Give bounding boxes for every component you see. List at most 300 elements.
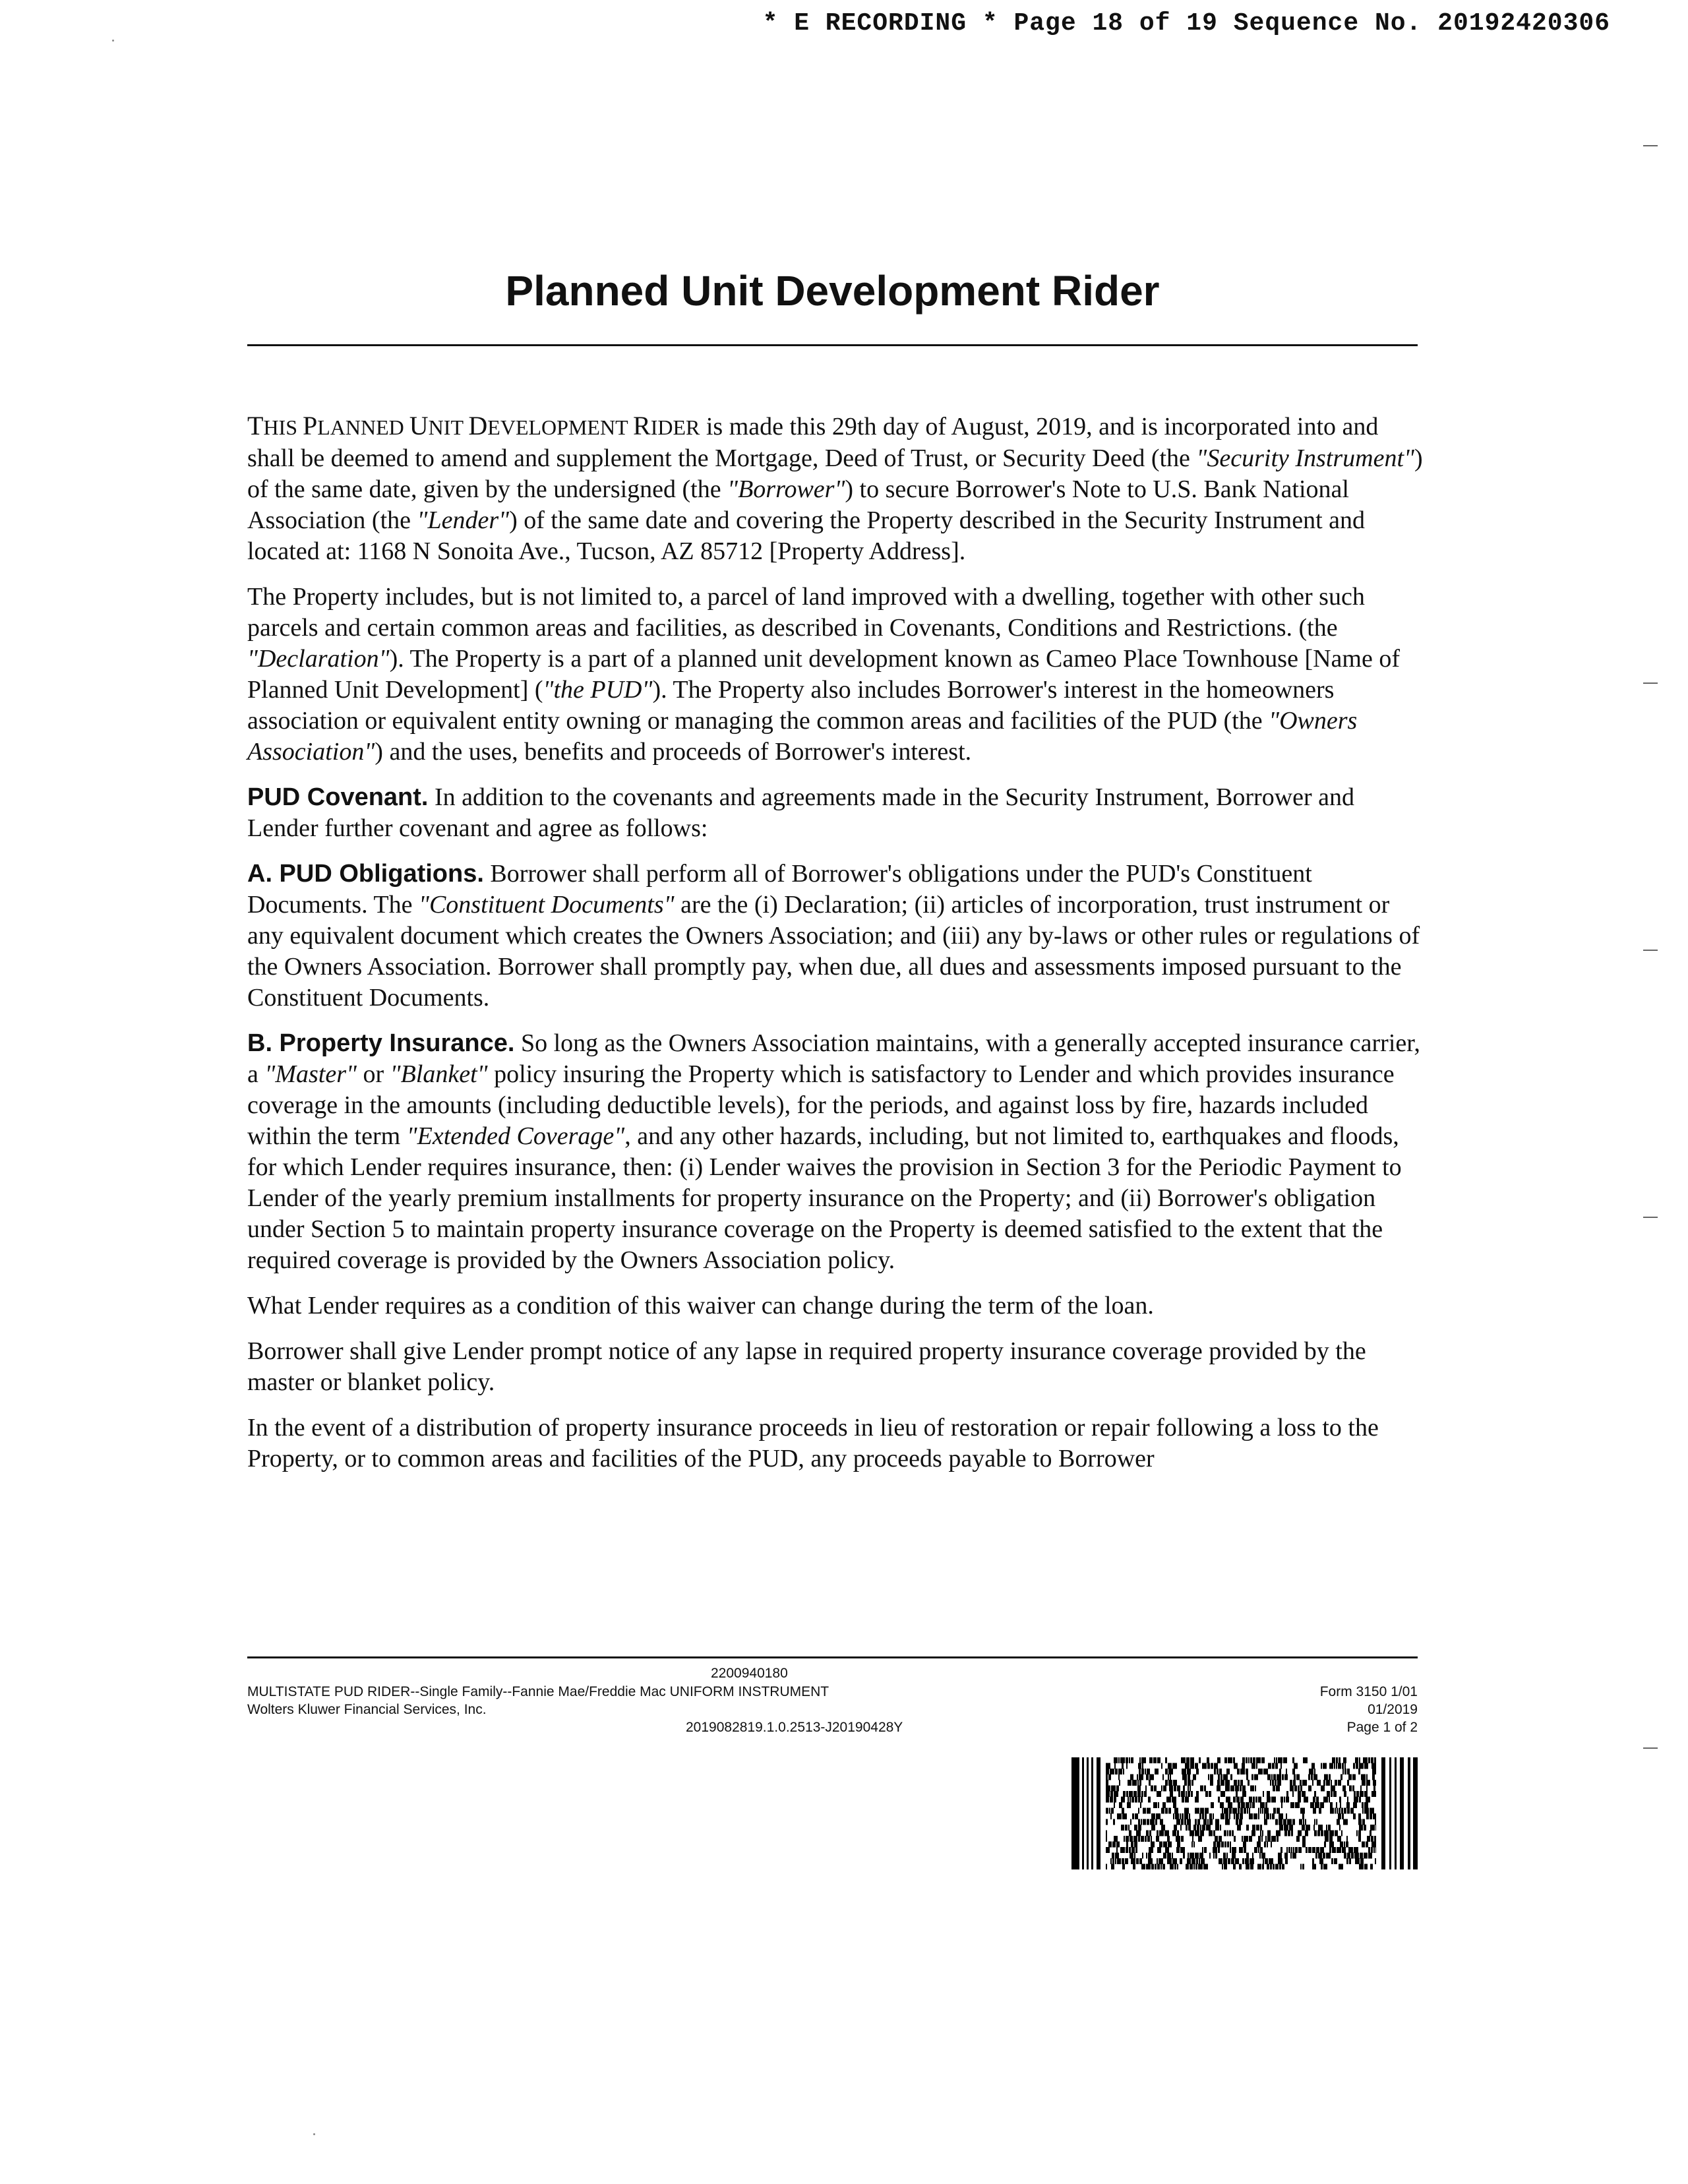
barcode-module — [1185, 1797, 1189, 1803]
barcode-module — [1363, 1757, 1368, 1763]
barcode-module — [1187, 1769, 1191, 1774]
barcode-module — [1344, 1763, 1346, 1769]
barcode-module — [1176, 1847, 1180, 1853]
barcode-module — [1366, 1774, 1368, 1780]
barcode-module — [1189, 1813, 1190, 1819]
barcode-module — [1250, 1858, 1254, 1864]
barcode-module — [1139, 1780, 1141, 1786]
barcode-module — [1130, 1797, 1131, 1803]
barcode-module — [1348, 1847, 1353, 1853]
barcode-module — [1167, 1836, 1170, 1842]
barcode-module — [1248, 1780, 1250, 1786]
barcode-module — [1246, 1825, 1249, 1831]
barcode-module — [1108, 1842, 1112, 1848]
barcode-module — [1373, 1847, 1375, 1853]
barcode-module — [1359, 1763, 1364, 1769]
barcode-module — [1091, 1757, 1093, 1869]
barcode-module — [1306, 1825, 1310, 1831]
barcode-module — [1308, 1774, 1310, 1780]
barcode-module — [1221, 1780, 1224, 1786]
barcode-module — [1277, 1774, 1281, 1780]
barcode-module — [1341, 1808, 1343, 1814]
barcode-module — [1153, 1802, 1157, 1808]
barcode-module — [1335, 1808, 1336, 1814]
barcode-module — [1184, 1819, 1186, 1825]
barcode-module — [1324, 1842, 1326, 1848]
barcode-module — [1370, 1813, 1372, 1819]
barcode-module — [1144, 1791, 1147, 1797]
barcode-module — [1200, 1825, 1201, 1831]
barcode-module — [1311, 1763, 1315, 1769]
barcode-module — [1326, 1780, 1330, 1786]
barcode-module — [1255, 1786, 1256, 1792]
barcode-module — [1124, 1836, 1125, 1842]
barcode-module — [1234, 1836, 1236, 1842]
barcode-module — [1246, 1853, 1249, 1859]
publisher: Wolters Kluwer Financial Services, Inc. — [247, 1702, 487, 1717]
barcode-module — [1319, 1858, 1323, 1864]
barcode-module — [1360, 1853, 1363, 1859]
barcode-module — [1242, 1836, 1243, 1842]
barcode-module — [1225, 1780, 1230, 1786]
barcode-module — [1314, 1769, 1315, 1774]
barcode-module — [1372, 1774, 1375, 1780]
barcode-module — [1116, 1847, 1118, 1853]
barcode-module — [1137, 1791, 1141, 1797]
barcode-module — [1211, 1802, 1214, 1808]
form-name: MULTISTATE PUD RIDER--Single Family--Fannie Mae/Freddie Mac UNIFORM INSTRUMENT — [247, 1684, 829, 1699]
barcode-module — [1148, 1797, 1151, 1803]
barcode-module — [1239, 1819, 1242, 1825]
barcode-module — [1163, 1842, 1167, 1848]
barcode-module — [1147, 1836, 1150, 1842]
barcode-module — [1234, 1780, 1237, 1786]
barcode-module — [1279, 1769, 1281, 1774]
barcode-module — [1256, 1825, 1259, 1831]
barcode-module — [1174, 1864, 1176, 1870]
barcode-module — [1260, 1825, 1262, 1831]
barcode-module — [1214, 1769, 1216, 1774]
barcode-module — [1284, 1831, 1287, 1836]
barcode-module — [1157, 1791, 1161, 1797]
barcode-module — [1274, 1757, 1275, 1763]
barcode-module — [1195, 1853, 1199, 1859]
document-title: Planned Unit Development Rider — [505, 267, 1160, 315]
barcode-module — [1249, 1813, 1253, 1819]
barcode-module — [1262, 1808, 1263, 1814]
barcode-module — [1329, 1797, 1330, 1803]
barcode-module — [1220, 1802, 1224, 1808]
barcode-module — [1368, 1853, 1372, 1859]
barcode-module — [1223, 1858, 1227, 1864]
barcode-module — [1122, 1808, 1124, 1814]
barcode-module — [1161, 1763, 1162, 1769]
barcode-module — [1295, 1847, 1298, 1853]
barcode-module — [1240, 1786, 1242, 1792]
barcode-module — [1261, 1836, 1263, 1842]
barcode-module — [1253, 1797, 1255, 1803]
barcode-module — [1320, 1847, 1324, 1853]
waiver-paragraph: What Lender requires as a condition of this waiver can change during the term of the loan. — [247, 1292, 1154, 1320]
barcode-module — [1205, 1791, 1208, 1797]
intro-paragraph: THIS PLANNED UNIT DEVELOPMENT RIDER is made this 29th day of August, 2019, and is incorporated into and shall be deemed to amend and supplement the Mortgage, Deed of Trust, or Security Deed (the "Security Instrument") of the same date, given by the undersigned (the "Borrower") to secure Borrower's Note to U.S. Bank National Association (the "Lender") of the same date and covering the Property described in the Security Instrument and located at: 1168 N Sonoita Ave., Tucson, AZ 85712 [Property Address]. — [247, 411, 1423, 565]
barcode-module — [1206, 1825, 1211, 1831]
barcode-module — [1097, 1757, 1100, 1869]
barcode-module — [1239, 1864, 1242, 1870]
barcode-module — [1168, 1774, 1169, 1780]
barcode-module — [1112, 1858, 1114, 1864]
barcode-module — [1278, 1853, 1282, 1859]
barcode-module — [1240, 1808, 1243, 1814]
barcode-module — [1183, 1786, 1185, 1792]
barcode-module — [1167, 1858, 1172, 1864]
barcode-module — [1279, 1864, 1281, 1870]
barcode-module — [1267, 1836, 1271, 1842]
barcode-module — [1346, 1858, 1348, 1864]
barcode-module — [1177, 1831, 1179, 1836]
barcode-module — [1260, 1847, 1263, 1853]
barcode-module — [1163, 1786, 1166, 1792]
barcode-module — [1329, 1847, 1331, 1853]
barcode-module — [1224, 1842, 1226, 1848]
barcode-module — [1333, 1791, 1337, 1797]
barcode-module — [1300, 1808, 1305, 1814]
barcode-module — [1321, 1786, 1325, 1792]
barcode-module — [1182, 1813, 1184, 1819]
barcode-module — [1324, 1831, 1329, 1836]
barcode-module — [1368, 1757, 1370, 1763]
barcode-module — [1300, 1780, 1302, 1786]
barcode-module — [1354, 1847, 1358, 1853]
barcode-module — [1359, 1825, 1363, 1831]
barcode-module — [1240, 1813, 1243, 1819]
barcode-module — [1359, 1797, 1361, 1803]
barcode-module — [1173, 1813, 1174, 1819]
barcode-module — [1188, 1774, 1190, 1780]
barcode-module — [1265, 1858, 1268, 1864]
barcode-module — [1162, 1774, 1164, 1780]
barcode-module — [1374, 1757, 1376, 1763]
barcode-module — [1196, 1791, 1199, 1797]
barcode-module — [1243, 1842, 1246, 1848]
barcode-module — [1175, 1813, 1179, 1819]
barcode-module — [1225, 1786, 1230, 1792]
barcode-module — [1329, 1831, 1334, 1836]
barcode-module — [1205, 1808, 1209, 1814]
barcode-module — [1135, 1813, 1138, 1819]
barcode-module — [1233, 1864, 1236, 1870]
barcode-module — [1239, 1847, 1243, 1853]
barcode-module — [1210, 1780, 1213, 1786]
barcode-module — [1163, 1853, 1166, 1859]
barcode-module — [1106, 1774, 1108, 1780]
barcode-module — [1106, 1763, 1110, 1769]
barcode-module — [1370, 1808, 1374, 1814]
barcode-module — [1232, 1847, 1236, 1853]
barcode-module — [1373, 1786, 1375, 1792]
barcode-module — [1125, 1825, 1128, 1831]
barcode-module — [1195, 1808, 1199, 1814]
barcode-module — [1343, 1757, 1346, 1763]
barcode-module — [1146, 1864, 1151, 1870]
barcode-module — [1145, 1786, 1147, 1792]
barcode-module — [1302, 1864, 1304, 1870]
barcode-module — [1273, 1774, 1276, 1780]
title-rule — [247, 344, 1418, 346]
barcode-module — [1190, 1864, 1193, 1870]
barcode-module — [1158, 1802, 1159, 1808]
barcode-module — [1358, 1813, 1361, 1819]
barcode-module — [1366, 1780, 1370, 1786]
barcode-module — [1371, 1757, 1373, 1763]
barcode-module — [1353, 1813, 1356, 1819]
barcode-module — [1161, 1808, 1164, 1814]
barcode-module — [1242, 1791, 1246, 1797]
barcode-module — [1328, 1825, 1331, 1831]
barcode-module — [1367, 1836, 1370, 1842]
barcode-module — [1330, 1802, 1333, 1808]
barcode-module — [1106, 1797, 1109, 1803]
barcode-module — [1309, 1769, 1313, 1774]
barcode-module — [1267, 1831, 1271, 1836]
barcode-module — [1190, 1831, 1194, 1836]
barcode-module — [1132, 1813, 1134, 1819]
section-b-heading: B. Property Insurance. — [247, 1029, 515, 1057]
barcode-module — [1106, 1836, 1107, 1842]
barcode-module — [1364, 1791, 1368, 1797]
barcode-module — [1323, 1780, 1325, 1786]
barcode-module — [1298, 1797, 1301, 1803]
barcode-module — [1127, 1802, 1131, 1808]
barcode-module — [1130, 1819, 1131, 1825]
barcode-module — [1323, 1797, 1328, 1803]
barcode-module — [1346, 1836, 1348, 1842]
barcode-module — [1195, 1763, 1198, 1769]
barcode-module — [1200, 1808, 1204, 1814]
barcode-module — [1321, 1831, 1323, 1836]
barcode-module — [1323, 1853, 1325, 1859]
barcode-module — [1368, 1847, 1370, 1853]
barcode-module — [1162, 1864, 1165, 1870]
barcode-module — [1272, 1813, 1275, 1819]
barcode-module — [1183, 1853, 1185, 1859]
barcode-module — [1215, 1825, 1219, 1831]
barcode-module — [1218, 1847, 1220, 1853]
barcode-module — [1257, 1842, 1261, 1848]
barcode-module — [1188, 1853, 1189, 1859]
barcode-module — [1137, 1780, 1139, 1786]
barcode-module — [1283, 1819, 1286, 1825]
barcode-module — [1139, 1858, 1142, 1864]
barcode-module — [1273, 1864, 1275, 1870]
barcode-module — [1332, 1847, 1336, 1853]
barcode-module — [1223, 1774, 1228, 1780]
barcode-module — [1190, 1757, 1194, 1763]
barcode-module — [1230, 1786, 1234, 1792]
barcode-module — [1340, 1802, 1341, 1808]
barcode-module — [1149, 1780, 1151, 1786]
barcode-module — [1110, 1858, 1112, 1864]
barcode-module — [1115, 1853, 1119, 1859]
barcode-module — [1413, 1757, 1418, 1869]
barcode-module — [1346, 1802, 1350, 1808]
barcode-module — [1157, 1757, 1160, 1763]
form-revision: 01/2019 — [1368, 1702, 1418, 1717]
barcode-module — [1344, 1769, 1346, 1774]
barcode-module — [1150, 1819, 1155, 1825]
barcode-module — [1293, 1847, 1294, 1853]
barcode-module — [1339, 1825, 1341, 1831]
barcode-module — [1324, 1774, 1328, 1780]
barcode-module — [1317, 1780, 1321, 1786]
barcode-module — [1306, 1847, 1308, 1853]
barcode-module — [1148, 1853, 1151, 1859]
barcode-module — [1134, 1853, 1135, 1859]
barcode-module — [1217, 1757, 1221, 1763]
barcode-module — [1285, 1858, 1288, 1864]
barcode-module — [1331, 1858, 1333, 1864]
barcode-module — [1122, 1864, 1125, 1870]
barcode-module — [1289, 1825, 1293, 1831]
barcode-module — [1282, 1864, 1284, 1870]
barcode-module — [1252, 1853, 1253, 1859]
barcode-module — [1389, 1757, 1391, 1869]
barcode-module — [1242, 1757, 1245, 1763]
barcode-module — [1335, 1780, 1337, 1786]
barcode-module — [1215, 1819, 1219, 1825]
barcode-module — [1279, 1825, 1283, 1831]
barcode-module — [1172, 1763, 1177, 1769]
barcode-module — [1213, 1853, 1215, 1859]
barcode-module — [1157, 1864, 1160, 1870]
barcode-module — [1276, 1786, 1280, 1792]
barcode-module — [1253, 1757, 1255, 1763]
barcode-module — [1331, 1791, 1333, 1797]
barcode-module — [1118, 1769, 1122, 1774]
barcode-module — [1340, 1842, 1343, 1848]
barcode-module — [1286, 1847, 1288, 1853]
barcode-module — [1126, 1842, 1128, 1848]
barcode-module — [1177, 1786, 1180, 1792]
barcode-module — [1267, 1774, 1271, 1780]
barcode-module — [1142, 1853, 1143, 1859]
barcode-module — [1172, 1831, 1176, 1836]
barcode-module — [1292, 1757, 1294, 1763]
barcode-module — [1122, 1813, 1127, 1819]
barcode-module — [1319, 1808, 1321, 1814]
barcode-module — [1207, 1819, 1209, 1825]
barcode-module — [1354, 1797, 1358, 1803]
barcode-module — [1182, 1769, 1186, 1774]
barcode-module — [1156, 1813, 1160, 1819]
barcode-module — [1155, 1769, 1159, 1774]
barcode-module — [1303, 1819, 1304, 1825]
barcode-module — [1126, 1847, 1128, 1853]
barcode-module — [1234, 1763, 1238, 1769]
barcode-module — [1137, 1774, 1138, 1780]
barcode-module — [1362, 1842, 1365, 1848]
barcode-module — [1244, 1808, 1246, 1814]
barcode-module — [1213, 1847, 1217, 1853]
barcode-module — [1315, 1802, 1319, 1808]
barcode-module — [1313, 1808, 1316, 1814]
barcode-module — [1258, 1808, 1259, 1814]
barcode-module — [1279, 1819, 1282, 1825]
barcode-module — [1323, 1763, 1327, 1769]
barcode-module — [1334, 1763, 1335, 1769]
barcode-module — [1197, 1825, 1199, 1831]
barcode-module — [1110, 1813, 1112, 1819]
barcode-module — [1182, 1774, 1187, 1780]
barcode-module — [1366, 1813, 1369, 1819]
barcode-module — [1232, 1808, 1237, 1814]
barcode-module — [1342, 1769, 1344, 1774]
barcode-module — [1269, 1858, 1273, 1864]
barcode-module — [1181, 1836, 1184, 1842]
barcode-module — [1356, 1763, 1358, 1769]
barcode-module — [1108, 1774, 1111, 1780]
barcode-module — [1245, 1858, 1249, 1864]
barcode-module — [1371, 1847, 1373, 1853]
barcode-module — [1110, 1791, 1113, 1797]
barcode-module — [1119, 1780, 1120, 1786]
barcode-module — [1312, 1780, 1313, 1786]
barcode-module — [1250, 1802, 1251, 1808]
barcode-module — [1300, 1864, 1302, 1870]
barcode-module — [1226, 1853, 1228, 1859]
barcode-module — [1157, 1831, 1159, 1836]
barcode-module — [1244, 1836, 1248, 1842]
barcode-module — [1400, 1757, 1404, 1869]
barcode-module — [1395, 1757, 1397, 1869]
barcode-module — [1330, 1808, 1334, 1814]
barcode-module — [1284, 1825, 1288, 1831]
barcode-module — [1251, 1831, 1255, 1836]
barcode-module — [1246, 1769, 1248, 1774]
barcode-module — [1325, 1836, 1329, 1842]
barcode-module — [1229, 1813, 1230, 1819]
barcode-module — [1221, 1774, 1222, 1780]
barcode-module — [1246, 1774, 1248, 1780]
barcode-module — [1236, 1797, 1240, 1803]
barcode-module — [1133, 1836, 1137, 1842]
barcode-module — [1359, 1864, 1364, 1870]
barcode-module — [1334, 1858, 1337, 1864]
barcode-module — [1348, 1774, 1352, 1780]
form-number: Form 3150 1/01 — [1319, 1684, 1418, 1699]
barcode-module — [1191, 1858, 1195, 1864]
barcode-module — [1157, 1847, 1161, 1853]
barcode-module — [1284, 1797, 1285, 1803]
barcode-module — [1224, 1757, 1227, 1763]
barcode-module — [1198, 1864, 1203, 1870]
barcode-module — [1147, 1819, 1149, 1825]
barcode-module — [1162, 1802, 1166, 1808]
barcode-module — [1236, 1791, 1238, 1797]
barcode-module — [1129, 1791, 1133, 1797]
barcode-module — [1291, 1847, 1292, 1853]
barcode-module — [1193, 1842, 1195, 1848]
barcode-module — [1364, 1825, 1366, 1831]
barcode-module — [1349, 1858, 1351, 1864]
barcode-module — [1296, 1836, 1300, 1842]
barcode-module — [1313, 1825, 1315, 1831]
barcode-module — [1310, 1802, 1314, 1808]
barcode-module — [1329, 1842, 1334, 1848]
barcode-module — [1228, 1757, 1232, 1763]
barcode-module — [1360, 1786, 1362, 1792]
barcode-module — [1168, 1842, 1172, 1848]
